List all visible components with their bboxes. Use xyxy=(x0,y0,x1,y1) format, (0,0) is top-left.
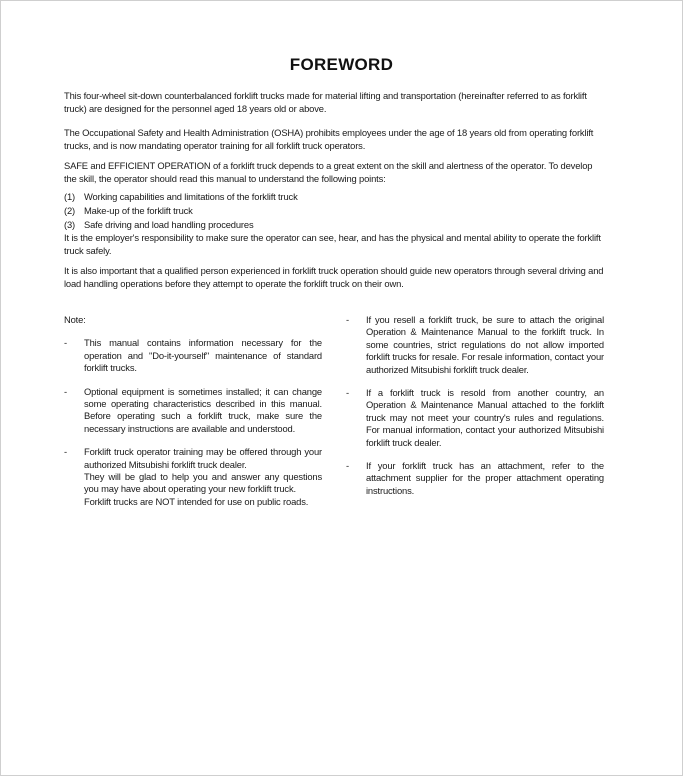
note-item xyxy=(346,387,604,449)
list-item xyxy=(64,190,604,204)
paragraph: It is also important that a qualified person experienced in forklift truck operation should guide new operators through several driving and load handling operations before they attempt to operate the forklift truck on their own. xyxy=(64,265,604,289)
list-item-text: Make-up of the forklift truck xyxy=(84,204,193,216)
notes-column-right xyxy=(346,314,604,497)
note-text: This manual contains information necessary for the operation and "Do-it-yourself" maintenance of standard forklift trucks. xyxy=(84,337,322,374)
note-item xyxy=(346,314,604,376)
list-item xyxy=(64,204,604,218)
list-item xyxy=(64,218,604,232)
bullet-marker: - xyxy=(346,460,349,472)
note-text xyxy=(84,446,322,508)
paragraph: The Occupational Safety and Health Administration (OSHA) prohibits employees under the age of 18 years old from operating forklift trucks, and is now mandating operator training for all forklift truck operators. xyxy=(64,127,594,151)
paragraph: It is the employer's responsibility to make sure the operator can see, hear, and has the physical and mental ability to operate the forklift truck safely. xyxy=(64,232,601,256)
note-item xyxy=(64,337,322,374)
bullet-marker: - xyxy=(346,314,349,325)
page-title: FOREWORD xyxy=(289,55,394,74)
list-item-number: (2) xyxy=(64,204,76,216)
paragraph: This four-wheel sit-down counterbalanced forklift trucks made for material lifting and transportation (hereinafter referred to as forklift truck) are designed for the personnel aged 18 years old or above. xyxy=(64,90,587,114)
list-item-text: Safe driving and load handling procedures xyxy=(84,218,254,230)
note-line: They will be glad to help you and answer any questions you may have about operating your new forklift truck. xyxy=(84,471,322,495)
note-text: Optional equipment is sometimes installed; it can change some operating characteristics described in this manual. Before operating such a forklift truck, make sure the necessary instructions are available and understood. xyxy=(84,385,322,434)
note-line: Forklift truck operator training may be offered through your authorized Mitsubishi forklift truck dealer. xyxy=(84,446,322,470)
paragraph: SAFE and EFFICIENT OPERATION of a forklift truck depends to a great extent on the skill and alertness of the operator. To develop the skill, the operator should read this manual to understand the following points: xyxy=(64,160,593,184)
notes-column-left xyxy=(64,314,322,508)
bullet-marker: - xyxy=(64,385,67,397)
note-item xyxy=(64,446,322,508)
intro-section xyxy=(64,90,604,291)
bullet-marker: - xyxy=(64,337,67,349)
points-list xyxy=(64,190,604,233)
note-item xyxy=(346,460,604,497)
note-text: If a forklift truck is resold from another country, an Operation & Maintenance Manual attached to the forklift truck may not meet your country's rules and regulations. For manual information, contact your authorized Mitsubishi forklift truck dealer. xyxy=(366,387,604,448)
list-item-number: (3) xyxy=(64,218,76,230)
note-text: If you resell a forklift truck, be sure to attach the original Operation & Maintenance Manual to the forklift truck. In some countries, strict regulations do not allow imported forklift trucks for resale. For resale information, contact your authorized Mitsubishi forklift truck dealer. xyxy=(366,314,604,375)
note-line: Forklift trucks are NOT intended for use on public roads. xyxy=(84,495,309,507)
list-item-text: Working capabilities and limitations of the forklift truck xyxy=(84,190,298,202)
bullet-marker: - xyxy=(346,387,349,399)
note-item xyxy=(64,386,322,436)
note-label: Note: xyxy=(64,314,86,325)
bullet-marker: - xyxy=(64,446,67,458)
list-item-number: (1) xyxy=(64,190,76,202)
note-text: If your forklift truck has an attachment, refer to the attachment supplier for the proper attachment operating instructions. xyxy=(366,460,604,496)
